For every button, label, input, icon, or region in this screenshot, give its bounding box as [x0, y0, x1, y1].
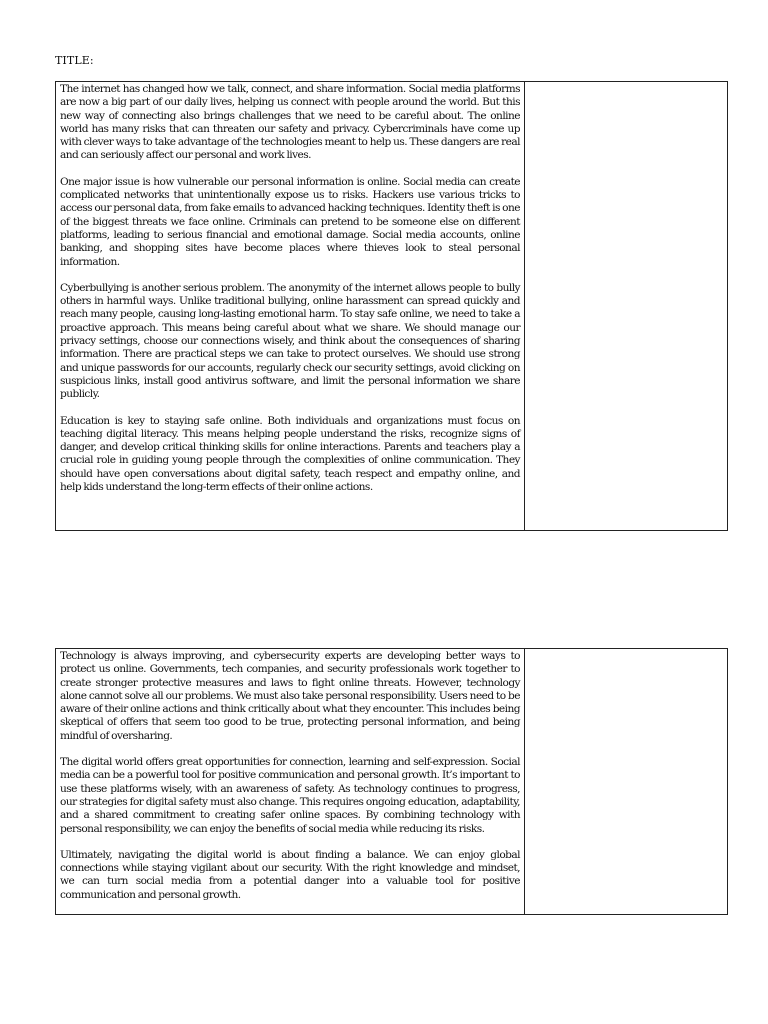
table-row	[56, 649, 728, 915]
paragraph: Education is key to staying safe online. Both individuals and organizations must focus on teaching digital literacy. This means helping people understand the risks, recognize signs of danger, and develop critical thinking skills for online interactions. Parents and teachers play a crucial role in guiding young people through the complexities of online communication. They should have open conversations about digital safety, teach respect and empathy online, and help kids understand the long-term effects of their online actions.	[60, 414, 520, 494]
empty-notes-cell	[525, 82, 728, 531]
paragraph: Cyberbullying is another serious problem. The anonymity of the internet allows people to bully others in harmful ways. Unlike traditional bullying, online harassment can spread quickly and reach many people, causing long-lasting emotional harm. To stay safe online, we need to take a proactive approach. This means being careful about what we share. We should manage our privacy settings, choose our connections wisely, and think about the consequences of sharing information. There are practical steps we can take to protect ourselves. We should use strong and unique passwords for our accounts, regularly check our security settings, avoid clicking on suspicious links, install good antivirus software, and limit the personal information we share publicly.	[60, 281, 520, 401]
essay-table-2	[55, 648, 728, 915]
paragraph: The internet has changed how we talk, connect, and share information. Social media platforms are now a big part of our daily lives, helping us connect with people around the world. But this new way of connecting also brings challenges that we need to be careful about. The online world has many risks that can threaten our safety and privacy. Cybercriminals have come up with clever ways to take advantage of the technologies meant to help us. These dangers are real and can seriously affect our personal and work lives.	[60, 83, 520, 162]
table-row	[56, 82, 728, 531]
essay-text-cell	[56, 82, 525, 531]
paragraph: Technology is always improving, and cybersecurity experts are developing better ways to protect us online. Governments, tech companies, and security professionals work together to create stronger protective measures and laws to fight online threats. However, technology alone cannot solve all our problems. We must also take personal responsibility. Users need to be aware of their online actions and think critically about what they encounter. This includes being skeptical of offers that seem too good to be true, protecting personal information, and being mindful of oversharing.	[60, 650, 520, 742]
empty-notes-cell	[525, 649, 728, 915]
essay-text-cell	[56, 649, 525, 915]
page-title: TITLE:	[55, 54, 94, 67]
paragraph: The digital world offers great opportunities for connection, learning and self-expression. Social media can be a powerful tool for positive communication and personal growth. It’s important to use these platforms wisely, with an awareness of safety. As technology continues to progress, our strategies for digital safety must also change. This requires ongoing education, adaptability, and a shared commitment to creating safer online spaces. By combining technology with personal responsibility, we can enjoy the benefits of social media while reducing its risks.	[60, 756, 520, 835]
essay-table-1	[55, 81, 728, 531]
paragraph: One major issue is how vulnerable our personal information is online. Social media can create complicated networks that unintentionally expose us to risks. Hackers use various tricks to access our personal data, from fake emails to advanced hacking techniques. Identity theft is one of the biggest threats we face online. Criminals can pretend to be someone else on different platforms, leading to serious financial and emotional damage. Social media accounts, online banking, and shopping sites have become places where thieves look to steal personal information.	[60, 175, 520, 268]
paragraph: Ultimately, navigating the digital world is about finding a balance. We can enjoy global connections while staying vigilant about our security. With the right knowledge and mindset, we can turn social media from a potential danger into a valuable tool for positive communication and personal growth.	[60, 848, 520, 901]
